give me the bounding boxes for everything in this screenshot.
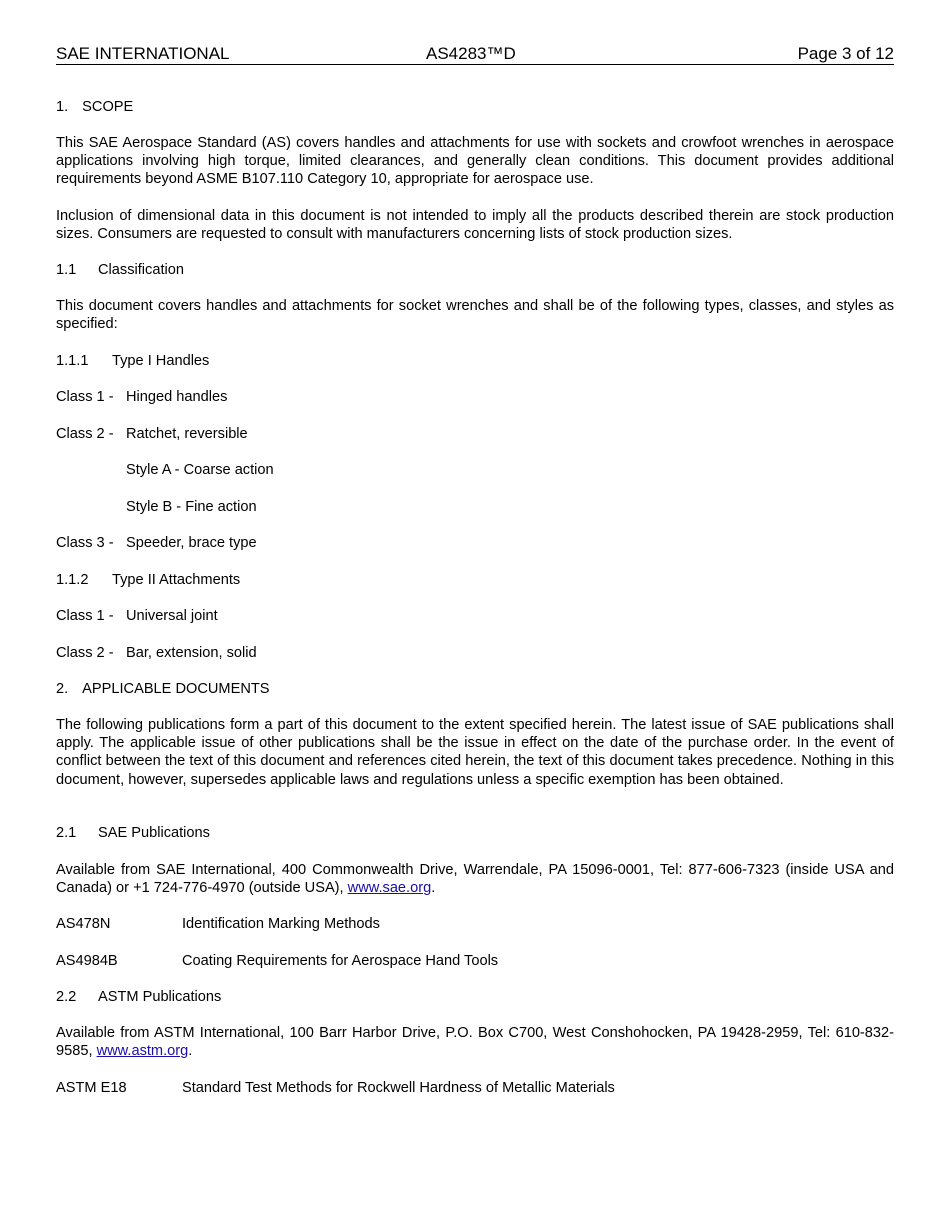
section-number: 1.1.2 [56,572,89,588]
section-number: 1. [56,99,69,115]
section-number: 2. [56,681,69,697]
class-text: Ratchet, reversible [126,426,248,442]
scope-paragraph-2: Inclusion of dimensional data in this document is not intended to imply all the products described therein are stock production sizes. Consumers are requested to consult with manufacturers concerning lists of stock production sizes. [56,208,894,243]
sae-availability-paragraph [56,861,894,897]
class-text: Speeder, brace type [126,535,257,551]
class-label: Class 1 - [56,608,114,624]
sae-availability-text: Available from SAE International, 400 Commonwealth Drive, Warrendale, PA 15096-0001, Tel: 877-606-7323 (inside USA and Canada) or +1 724-776-4970 (outside USA), [56,862,894,897]
section-title: Type I Handles [112,353,210,369]
ref-title: Identification Marking Methods [182,916,380,932]
scope-paragraph-1: This SAE Aerospace Standard (AS) covers handles and attachments for use with sockets and crowfoot wrenches in aerospace applications involving high torque, limited clearances, and generally clean conditions. This document provides additional requirements beyond ASME B107.110 Category 10, appropriate for aerospace use. [56,135,894,188]
document-page [56,0,894,1230]
section-1-heading [56,98,133,116]
class-text: Hinged handles [126,389,228,405]
astm-availability-end: . [188,1043,193,1060]
header-org: SAE INTERNATIONAL [56,44,230,63]
header-doc-id: AS4283™D [426,44,516,63]
section-title: Classification [98,262,184,278]
classification-paragraph: This document covers handles and attachments for socket wrenches and shall be of the following types, classes, and styles as specified: [56,298,894,333]
section-title: SAE Publications [98,825,210,841]
section-number: 1.1 [56,262,77,278]
class-label: Class 2 - [56,426,114,442]
astm-website-link[interactable]: www.astm.org [96,1043,189,1060]
style-b: Style B - Fine action [126,499,257,515]
class-text: Bar, extension, solid [126,645,257,661]
ref-title: Coating Requirements for Aerospace Hand Tools [182,953,499,969]
astm-availability-paragraph [56,1024,894,1060]
class-text: Universal joint [126,608,218,624]
applicable-documents-paragraph: The following publications form a part of this document to the extent specified herein. The latest issue of SAE publications shall apply. The applicable issue of other publications shall be the issue in effect on the date of the purchase order. In the event of conflict between the text of this document and references cited herein, the text of this document takes precedence. Nothing in this document, however, supersedes applicable laws and regulations unless a specific exemption has been obtained. [56,717,894,788]
section-2-heading [56,680,270,698]
ref-id: AS478N [56,916,111,932]
class-label: Class 2 - [56,645,114,661]
header-page-number: Page 3 of 12 [797,44,894,63]
section-title: Type II Attachments [112,572,241,588]
section-number: 1.1.1 [56,353,89,369]
class-label: Class 3 - [56,535,114,551]
ref-title: Standard Test Methods for Rockwell Hardness of Metallic Materials [182,1080,615,1096]
section-title: ASTM Publications [98,989,222,1005]
ref-id: AS4984B [56,953,118,969]
class-label: Class 1 - [56,389,114,405]
section-title: APPLICABLE DOCUMENTS [82,681,270,697]
section-title: SCOPE [82,99,134,115]
section-number: 2.2 [56,989,77,1005]
sae-availability-end: . [431,880,436,897]
ref-id: ASTM E18 [56,1080,127,1096]
sae-website-link[interactable]: www.sae.org [347,880,432,897]
page-header [56,44,894,65]
section-number: 2.1 [56,825,77,841]
astm-availability-text: Available from ASTM International, 100 Barr Harbor Drive, P.O. Box C700, West Conshohocken, PA 19428-2959, Tel: 610-832-9585, [56,1025,894,1060]
style-a: Style A - Coarse action [126,462,274,478]
